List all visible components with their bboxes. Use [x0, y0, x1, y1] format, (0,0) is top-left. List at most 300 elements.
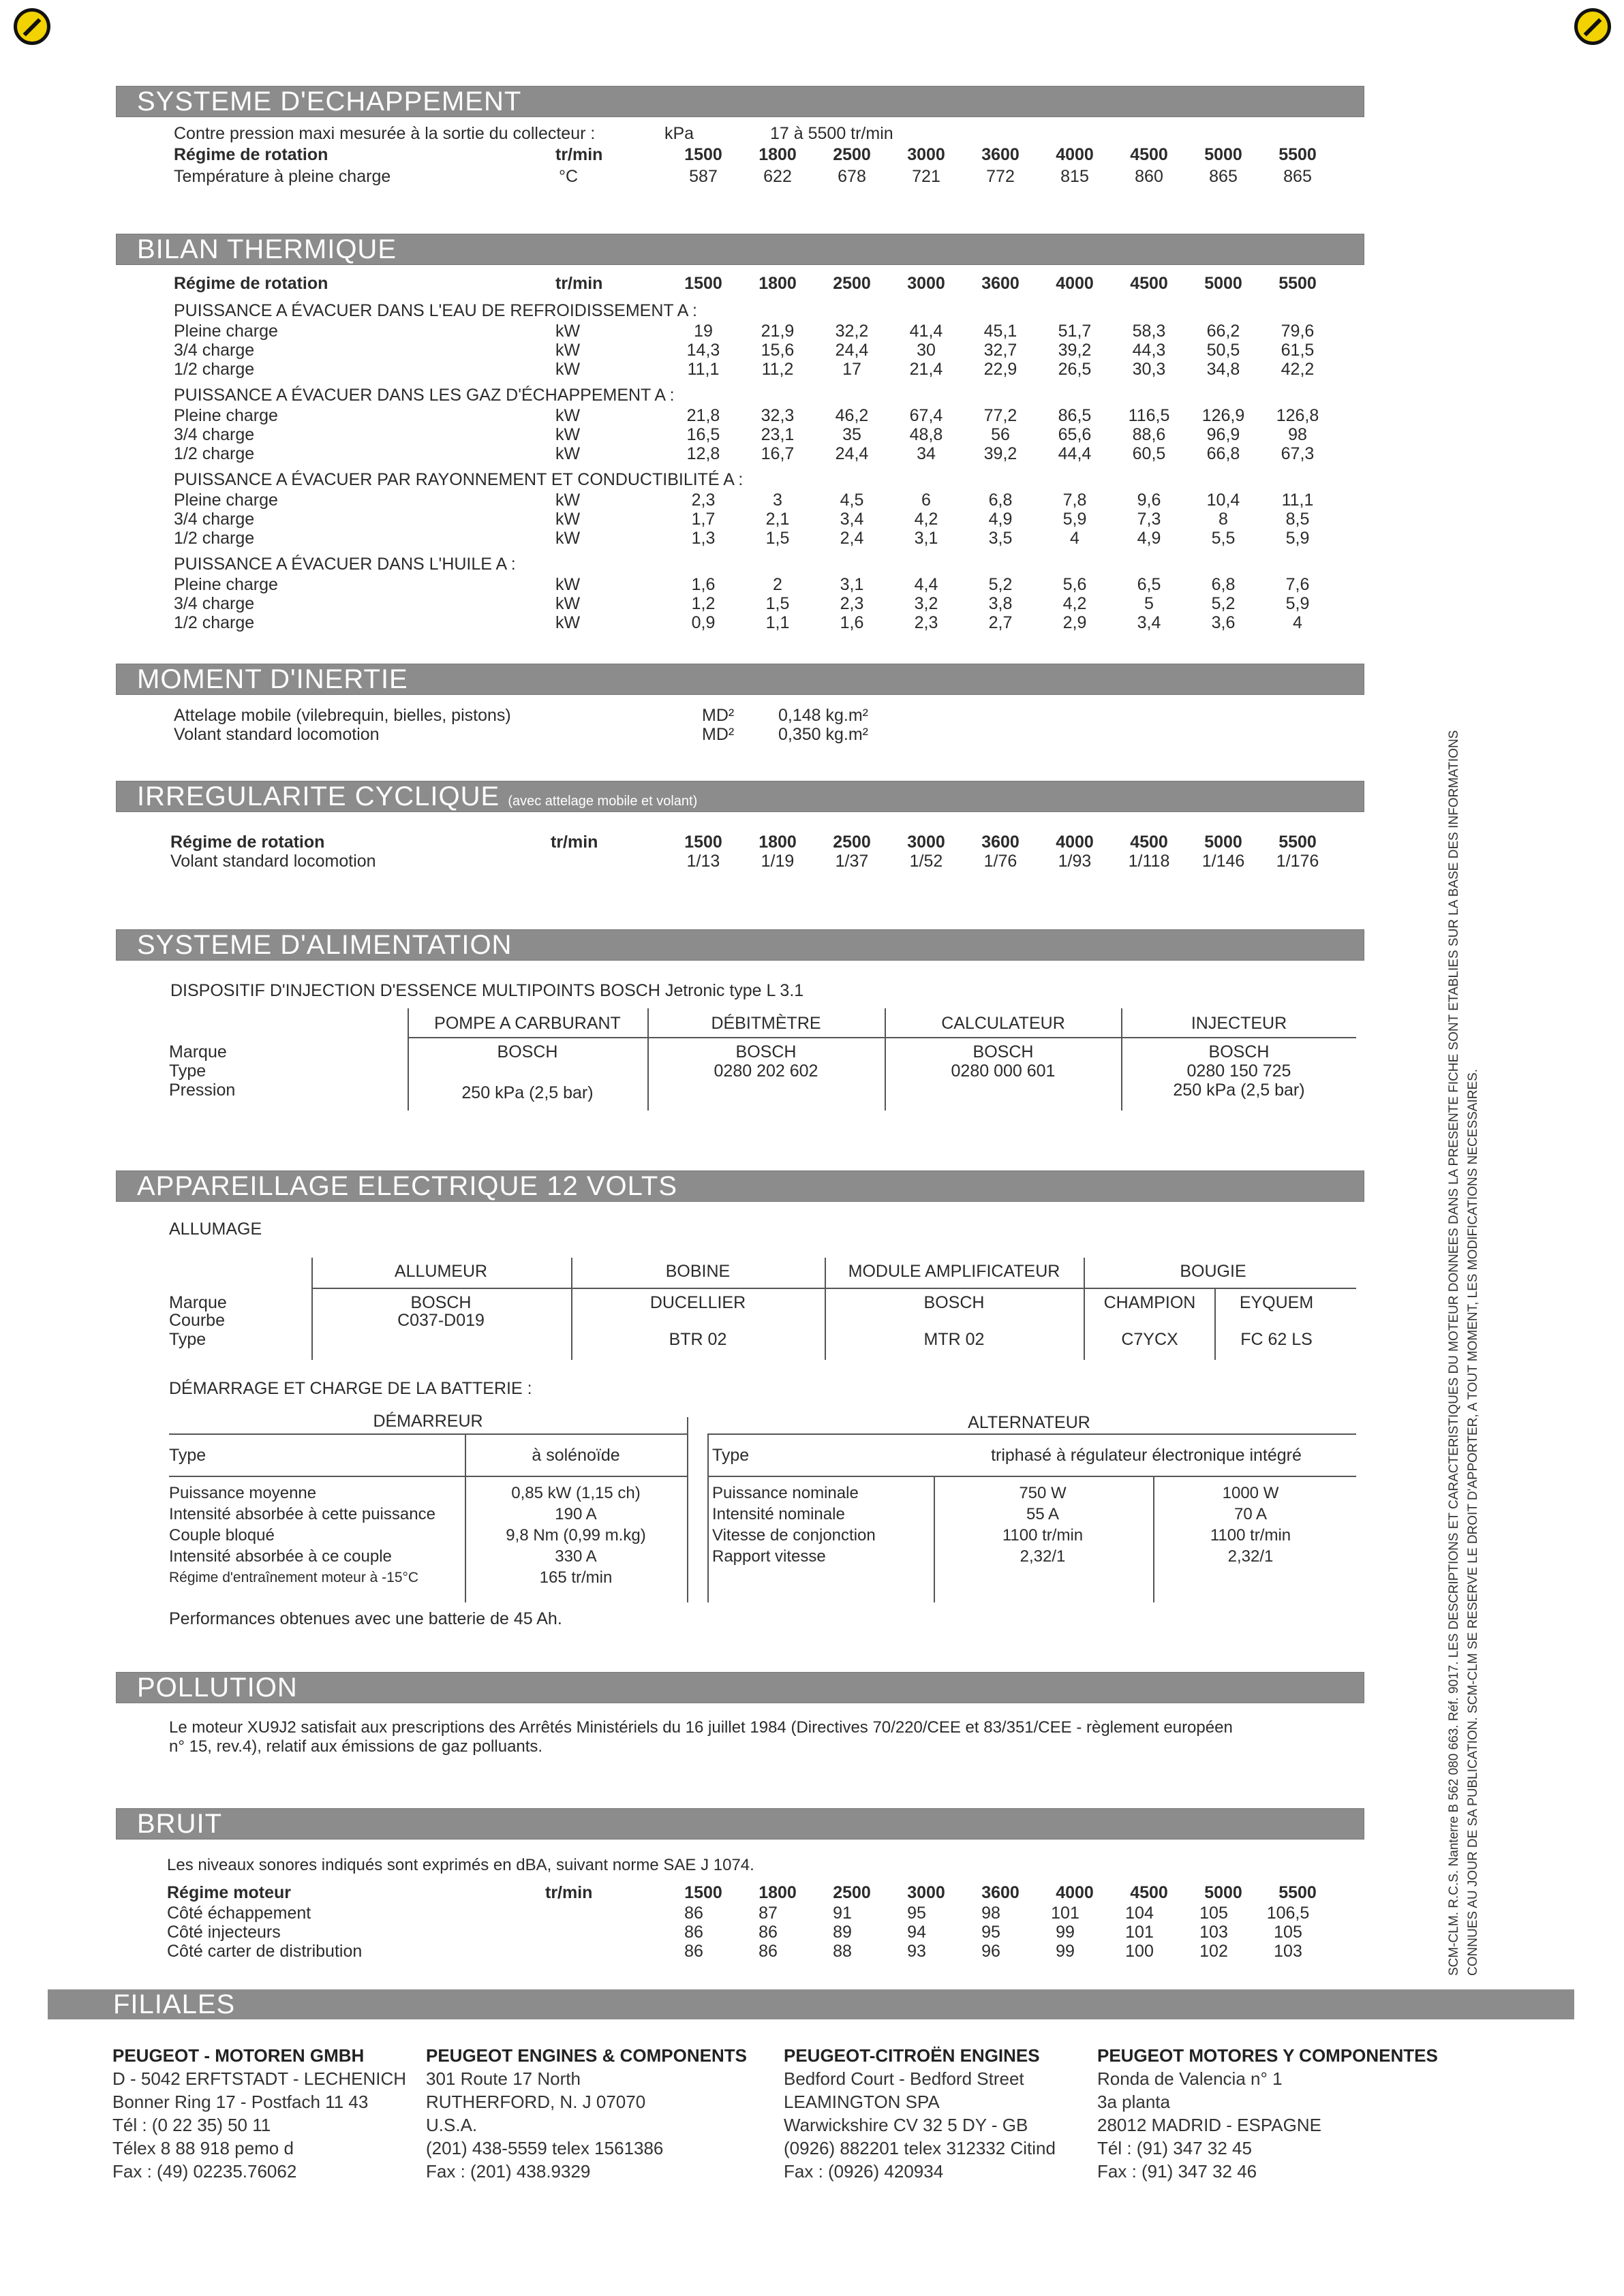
bilan-value: 1,6	[840, 613, 864, 632]
table-divider	[825, 1258, 826, 1360]
speed-value: 1500	[684, 1883, 722, 1902]
alim-marque: BOSCH	[972, 1042, 1034, 1061]
irregularite-value: 1/118	[1128, 852, 1170, 871]
regime-label: Régime de rotation	[174, 145, 328, 164]
bilan-value: 86,5	[1058, 406, 1092, 425]
side-note-line: SCM-CLM. R.C.S. Nanterre B 562 080 663. Réf. 9017. LES DESCRIPTIONS ET CARACTERISTIQUES DU MOTEUR DONNEES DANS LA PRESENTE FICHE SONT ETABLIES SUR LA BASE DES INFORMATIONS	[1447, 730, 1461, 1976]
table-divider	[1084, 1258, 1085, 1360]
allumage-title: ALLUMAGE	[169, 1220, 262, 1239]
table-divider	[687, 1417, 688, 1602]
section-header-electrique	[116, 1170, 1364, 1202]
bilan-value: 19	[694, 322, 713, 341]
table-rule	[409, 1037, 1356, 1038]
bilan-value: 5,2	[1211, 594, 1236, 613]
filiale-name: PEUGEOT MOTORES Y COMPONENTES	[1097, 2045, 1438, 2066]
irregularite-value: 1/76	[983, 852, 1017, 871]
temp-unit: °C	[559, 167, 579, 186]
side-legal-note	[1445, 477, 1483, 1976]
bilan-value: 48,8	[909, 425, 943, 444]
bruit-value: 94	[907, 1923, 926, 1942]
bilan-value: 4	[1293, 613, 1302, 632]
filiale-address: 301 Route 17 North RUTHERFORD, N. J 07070 U.S.A. (201) 438-5559 telex 1561386 Fax : (201) 438.9329	[426, 2068, 664, 2182]
bruit-row-label: Côté carter de distribution	[167, 1942, 363, 1961]
bougie-header: BOUGIE	[1180, 1262, 1246, 1281]
bilan-value: 30,3	[1132, 360, 1166, 379]
demarreur-row-label: Puissance moyenne	[169, 1484, 317, 1502]
speed-header-row	[0, 145, 1624, 164]
bilan-unit: kW	[555, 529, 581, 548]
temp-value: 772	[986, 167, 1015, 186]
bilan-unit: kW	[555, 575, 581, 594]
bilan-unit: kW	[555, 613, 581, 632]
inertie-label: Volant standard locomotion	[174, 725, 380, 744]
bilan-value: 2,3	[691, 491, 716, 510]
bilan-value: 1,2	[691, 594, 716, 613]
filiale-address: D - 5042 ERFTSTADT - LECHENICH Bonner Ring 17 - Postfach 11 43 Tél : (0 22 35) 50 11 Télex 8 88 918 pemo d Fax : (49) 02235.76062	[112, 2068, 407, 2182]
regime-label: Régime de rotation	[174, 274, 328, 293]
table-rule	[169, 1433, 687, 1435]
alim-marque: BOSCH	[735, 1042, 797, 1061]
table-divider	[885, 1008, 886, 1111]
bilan-value: 3,6	[1211, 613, 1236, 632]
bilan-unit: kW	[555, 491, 581, 510]
bruit-value: 99	[1056, 1942, 1075, 1961]
inertie-unit: MD²	[702, 725, 735, 744]
regime-unit: tr/min	[555, 274, 603, 293]
speed-value: 3000	[907, 145, 945, 164]
irregularite-value: 1/176	[1276, 852, 1319, 871]
bilan-value: 35	[842, 425, 861, 444]
demarreur-row-label: Intensité absorbée à cette puissance	[169, 1505, 435, 1523]
speed-value: 2500	[833, 1883, 871, 1902]
filiale-name: PEUGEOT ENGINES & COMPONENTS	[426, 2045, 747, 2066]
bilan-value: 32,3	[761, 406, 795, 425]
speed-value: 2500	[833, 833, 871, 852]
bilan-value: 9,6	[1137, 491, 1161, 510]
bilan-row-label: Pleine charge	[174, 491, 278, 510]
bilan-value: 5,9	[1285, 529, 1310, 548]
irregularite-value: 1/52	[909, 852, 943, 871]
bruit-value: 88	[833, 1942, 852, 1961]
bilan-value: 17	[842, 360, 861, 379]
bruit-value: 103	[1199, 1923, 1228, 1942]
speed-value: 5500	[1278, 274, 1317, 293]
bilan-value: 32,2	[835, 322, 869, 341]
allumage-column-header: BOBINE	[665, 1262, 731, 1281]
bilan-unit: kW	[555, 594, 581, 613]
speed-value: 4500	[1130, 145, 1168, 164]
bruit-value: 96	[981, 1942, 1000, 1961]
bilan-row-label: Pleine charge	[174, 406, 278, 425]
bilan-value: 15,6	[761, 341, 795, 360]
temp-value: 865	[1209, 167, 1238, 186]
temp-value: 865	[1283, 167, 1312, 186]
allumage-marque: DUCELLIER	[649, 1293, 746, 1312]
bilan-value: 3,1	[914, 529, 938, 548]
bruit-value: 102	[1199, 1942, 1228, 1961]
bilan-value: 98	[1288, 425, 1307, 444]
speed-value: 3600	[981, 274, 1020, 293]
alternateur-value: 55 A	[1026, 1505, 1060, 1523]
alim-column-header: POMPE A CARBURANT	[434, 1014, 621, 1033]
demarreur-row-label: Intensité absorbée à ce couple	[169, 1547, 392, 1566]
bruit-value: 100	[1125, 1942, 1154, 1961]
table-divider	[934, 1476, 935, 1602]
section-header-pollution	[116, 1672, 1364, 1703]
bilan-value: 3	[773, 491, 782, 510]
speed-value: 5000	[1204, 145, 1242, 164]
bilan-value: 24,4	[835, 444, 869, 463]
irregularite-value: 1/37	[835, 852, 869, 871]
bilan-value: 8,5	[1285, 510, 1310, 529]
speed-header-row	[0, 274, 1624, 293]
bilan-value: 23,1	[761, 425, 795, 444]
section-title: APPAREILLAGE ELECTRIQUE 12 VOLTS	[137, 1171, 678, 1201]
bilan-unit: kW	[555, 322, 581, 341]
alternateur-type-label: Type	[712, 1446, 750, 1465]
allumage-courbe: C037-D019	[397, 1311, 485, 1330]
bilan-value: 7,6	[1285, 575, 1310, 594]
bilan-value: 32,7	[983, 341, 1017, 360]
bruit-value: 91	[833, 1904, 852, 1923]
bilan-value: 5	[1144, 594, 1154, 613]
bruit-value: 98	[981, 1904, 1000, 1923]
bruit-row-label: Côté injecteurs	[167, 1923, 281, 1942]
inertie-unit: MD²	[702, 706, 735, 725]
elec-row-label: Marque	[169, 1293, 227, 1312]
section-header-alimentation	[116, 929, 1364, 961]
pressure-label: Contre pression maxi mesurée à la sortie du collecteur :	[174, 124, 596, 143]
bilan-value: 2,1	[765, 510, 790, 529]
table-rule	[709, 1433, 1356, 1435]
speed-value: 1800	[759, 145, 797, 164]
speed-value: 3600	[981, 145, 1020, 164]
table-rule	[312, 1288, 1356, 1289]
speed-value: 3000	[907, 274, 945, 293]
alternateur-value: 70 A	[1234, 1505, 1268, 1523]
demarreur-row-label: Régime d'entraînement moteur à -15°C	[169, 1570, 419, 1585]
bilan-value: 65,6	[1058, 425, 1092, 444]
bruit-value: 89	[833, 1923, 852, 1942]
temp-value: 622	[763, 167, 792, 186]
section-header-filiales	[48, 1989, 1574, 2019]
bilan-row-label: 1/2 charge	[174, 444, 255, 463]
alim-type: 0280 202 602	[714, 1061, 818, 1081]
bruit-value: 104	[1125, 1904, 1154, 1923]
speed-value: 3600	[981, 833, 1020, 852]
bilan-value: 44,3	[1132, 341, 1166, 360]
bougie-type: C7YCX	[1121, 1330, 1178, 1349]
bilan-value: 44,4	[1058, 444, 1092, 463]
elec-row-label: Courbe	[169, 1311, 225, 1330]
alim-column-header: INJECTEUR	[1191, 1014, 1287, 1033]
bilan-value: 42,2	[1281, 360, 1315, 379]
section-title: FILIALES	[113, 1989, 236, 2019]
speed-value: 4500	[1130, 833, 1168, 852]
section-header-bilan	[116, 234, 1364, 265]
bilan-value: 12,8	[686, 444, 720, 463]
bilan-value: 7,8	[1062, 491, 1087, 510]
table-divider	[647, 1008, 649, 1111]
demarreur-row-value: 330 A	[555, 1547, 597, 1566]
alternateur-header: ALTERNATEUR	[968, 1413, 1090, 1432]
section-header-bruit	[116, 1808, 1364, 1840]
bilan-value: 77,2	[983, 406, 1017, 425]
bilan-value: 2,3	[840, 594, 864, 613]
speed-value: 1500	[684, 274, 722, 293]
allumage-column-header: MODULE AMPLIFICATEUR	[848, 1262, 1060, 1281]
section-title-main: IRREGULARITE CYCLIQUE	[137, 781, 500, 811]
bruit-value: 106,5	[1266, 1904, 1310, 1923]
bilan-row-label: 3/4 charge	[174, 425, 255, 444]
section-title: BILAN THERMIQUE	[137, 234, 397, 264]
section-header-echappement	[116, 86, 1364, 117]
alim-row-label: Type	[169, 1061, 206, 1081]
bilan-value: 4	[1070, 529, 1079, 548]
bilan-value: 3,2	[914, 594, 938, 613]
side-note-line: CONNUES AU JOUR DE SA PUBLICATION. SCM-CLM SE RESERVE LE DROIT D'APPORTER, A TOUT MOMENT, LES MODIFICATIONS NECESSAIRES.	[1466, 1068, 1480, 1976]
bruit-value: 103	[1274, 1942, 1302, 1961]
bilan-value: 5,9	[1285, 594, 1310, 613]
bruit-value: 86	[684, 1942, 703, 1961]
speed-value: 5000	[1204, 1883, 1242, 1902]
bilan-row-label: 3/4 charge	[174, 594, 255, 613]
irregularite-value: 1/19	[761, 852, 795, 871]
demarreur-row-value: 0,85 kW (1,15 ch)	[511, 1484, 641, 1502]
bilan-value: 3,4	[840, 510, 864, 529]
bruit-value: 99	[1056, 1923, 1075, 1942]
demarreur-row-value: 165 tr/min	[539, 1568, 613, 1587]
demarreur-row-label: Couple bloqué	[169, 1526, 275, 1545]
bilan-value: 96,9	[1206, 425, 1240, 444]
pressure-value: 17 à 5500 tr/min	[770, 124, 893, 143]
bilan-value: 3,1	[840, 575, 864, 594]
filiale-entry	[426, 2044, 747, 2183]
bilan-value: 5,6	[1062, 575, 1087, 594]
bilan-value: 4,9	[1137, 529, 1161, 548]
speed-value: 4000	[1056, 274, 1094, 293]
bilan-value: 4,2	[1062, 594, 1087, 613]
section-title: MOMENT D'INERTIE	[137, 664, 408, 694]
bilan-value: 5,5	[1211, 529, 1236, 548]
bilan-value: 16,7	[761, 444, 795, 463]
bilan-value: 88,6	[1132, 425, 1166, 444]
bilan-value: 30	[917, 341, 936, 360]
bruit-value: 101	[1125, 1923, 1154, 1942]
alim-type: 0280 150 725	[1186, 1061, 1291, 1081]
bilan-value: 1,3	[691, 529, 716, 548]
bruit-value: 86	[759, 1923, 778, 1942]
table-divider	[1153, 1476, 1154, 1602]
bilan-value: 3,8	[988, 594, 1013, 613]
bilan-group-title: PUISSANCE A ÉVACUER DANS L'EAU DE REFROIDISSEMENT A :	[174, 301, 697, 320]
bruit-value: 93	[907, 1942, 926, 1961]
bilan-row-label: Pleine charge	[174, 322, 278, 341]
alternateur-value: 2,32/1	[1227, 1547, 1274, 1566]
alternateur-row-label: Rapport vitesse	[712, 1547, 826, 1566]
table-rule	[709, 1476, 1356, 1477]
speed-value: 5500	[1278, 1883, 1317, 1902]
alternateur-value: 1100 tr/min	[1002, 1526, 1084, 1545]
bilan-value: 11,1	[687, 360, 720, 379]
bilan-value: 8	[1219, 510, 1228, 529]
bilan-row-label: 1/2 charge	[174, 529, 255, 548]
bilan-unit: kW	[555, 360, 581, 379]
bilan-row-label: Pleine charge	[174, 575, 278, 594]
bilan-value: 1,5	[765, 529, 790, 548]
no-entry-icon	[14, 8, 50, 45]
regime-unit: tr/min	[555, 145, 603, 164]
alim-marque: BOSCH	[1208, 1042, 1270, 1061]
bilan-value: 14,3	[686, 341, 720, 360]
speed-value: 5500	[1278, 145, 1317, 164]
bilan-value: 7,3	[1137, 510, 1161, 529]
bougie-marque: CHAMPION	[1103, 1293, 1196, 1312]
allumage-column-header: ALLUMEUR	[394, 1262, 488, 1281]
bilan-group-title: PUISSANCE A ÉVACUER PAR RAYONNEMENT ET CONDUCTIBILITÉ A :	[174, 470, 744, 489]
bilan-value: 4,9	[988, 510, 1013, 529]
bilan-row-label: 1/2 charge	[174, 360, 255, 379]
alim-row-label: Pression	[169, 1081, 236, 1100]
alim-pression: 250 kPa (2,5 bar)	[1173, 1081, 1305, 1100]
section-title: SYSTEME D'ALIMENTATION	[137, 930, 512, 960]
speed-value: 4500	[1130, 1883, 1168, 1902]
table-divider	[707, 1433, 709, 1602]
temp-value: 678	[838, 167, 866, 186]
bruit-value: 86	[759, 1942, 778, 1961]
alim-column-header: DÉBITMÈTRE	[711, 1014, 821, 1033]
no-entry-icon	[1574, 8, 1611, 45]
bilan-unit: kW	[555, 406, 581, 425]
bilan-value: 6,8	[988, 491, 1013, 510]
regime-unit: tr/min	[545, 1883, 593, 1902]
speed-value: 5000	[1204, 833, 1242, 852]
pollution-text: Le moteur XU9J2 satisfait aux prescriptions des Arrêtés Ministériels du 16 juillet 1984 (Directives 70/220/CEE et 83/351/CEE - règlement européen	[169, 1718, 1233, 1737]
bruit-intro: Les niveaux sonores indiqués sont exprimés en dBA, suivant norme SAE J 1074.	[167, 1856, 754, 1874]
bilan-value: 21,4	[909, 360, 943, 379]
filiale-address: Bedford Court - Bedford Street LEAMINGTON SPA Warwickshire CV 32 5 DY - GB (0926) 882201 telex 312332 Citind Fax : (0926) 420934	[784, 2068, 1056, 2182]
temp-value: 860	[1135, 167, 1163, 186]
section-title	[137, 781, 697, 816]
bilan-value: 0,9	[691, 613, 716, 632]
bilan-group-title: PUISSANCE A ÉVACUER DANS L'HUILE A :	[174, 555, 516, 574]
section-header-inertie	[116, 664, 1364, 695]
bilan-unit: kW	[555, 444, 581, 463]
bilan-value: 116,5	[1128, 406, 1170, 425]
bilan-value: 21,9	[761, 322, 795, 341]
bilan-unit: kW	[555, 341, 581, 360]
filiale-entry	[1097, 2044, 1438, 2183]
temp-value: 721	[912, 167, 940, 186]
bruit-value: 105	[1274, 1923, 1302, 1942]
bilan-value: 21,8	[686, 406, 720, 425]
irregularite-value: 1/93	[1058, 852, 1092, 871]
bilan-value: 126,8	[1276, 406, 1319, 425]
speed-value: 3600	[981, 1883, 1020, 1902]
speed-header-row	[0, 833, 1624, 852]
filiale-name: PEUGEOT-CITROËN ENGINES	[784, 2045, 1040, 2066]
speed-value: 3000	[907, 833, 945, 852]
irregularite-row-label: Volant standard locomotion	[170, 852, 376, 871]
bilan-value: 34	[917, 444, 936, 463]
temp-value: 815	[1060, 167, 1089, 186]
pollution-text: n° 15, rev.4), relatif aux émissions de gaz polluants.	[169, 1737, 543, 1756]
filiale-entry	[784, 2044, 1056, 2183]
section-title: POLLUTION	[137, 1673, 298, 1703]
bilan-value: 58,3	[1132, 322, 1166, 341]
regime-label: Régime de rotation	[170, 833, 325, 852]
temp-label: Température à pleine charge	[174, 167, 391, 186]
bilan-value: 1,7	[691, 510, 716, 529]
alternateur-value: 1000 W	[1222, 1484, 1279, 1502]
alim-marque: BOSCH	[497, 1042, 558, 1061]
bilan-value: 61,5	[1281, 341, 1315, 360]
demarreur-type-value: à solénoïde	[532, 1446, 620, 1465]
alternateur-value: 750 W	[1019, 1484, 1067, 1502]
bilan-value: 2,7	[988, 613, 1013, 632]
battery-note: Performances obtenues avec une batterie de 45 Ah.	[169, 1609, 562, 1628]
regime-label: Régime moteur	[167, 1883, 291, 1902]
bilan-value: 67,3	[1281, 444, 1315, 463]
speed-value: 4000	[1056, 833, 1094, 852]
bilan-value: 26,5	[1058, 360, 1092, 379]
speed-value: 1800	[759, 274, 797, 293]
inertie-label: Attelage mobile (vilebrequin, bielles, pistons)	[174, 706, 511, 725]
bilan-value: 56	[991, 425, 1010, 444]
table-divider	[465, 1433, 466, 1602]
bilan-value: 2,3	[914, 613, 938, 632]
bruit-value: 101	[1051, 1904, 1079, 1923]
alim-type: 0280 000 601	[951, 1061, 1056, 1081]
bilan-value: 60,5	[1132, 444, 1166, 463]
speed-value: 2500	[833, 274, 871, 293]
bilan-value: 1,6	[691, 575, 716, 594]
bilan-value: 4,4	[914, 575, 938, 594]
bougie-type: FC 62 LS	[1240, 1330, 1313, 1349]
bilan-value: 50,5	[1206, 341, 1240, 360]
bruit-value: 86	[684, 1904, 703, 1923]
speed-value: 1500	[684, 145, 722, 164]
demarreur-header: DÉMARREUR	[373, 1412, 483, 1431]
inertie-value: 0,350 kg.m²	[778, 725, 869, 744]
allumage-type: BTR 02	[669, 1330, 727, 1349]
bilan-value: 3,5	[988, 529, 1013, 548]
bilan-row-label: 3/4 charge	[174, 510, 255, 529]
allumage-type: MTR 02	[923, 1330, 985, 1349]
bilan-value: 126,9	[1201, 406, 1245, 425]
speed-value: 2500	[833, 145, 871, 164]
bilan-value: 45,1	[983, 322, 1017, 341]
bilan-value: 24,4	[835, 341, 869, 360]
demarreur-row-value: 190 A	[555, 1505, 597, 1523]
filiale-name: PEUGEOT - MOTOREN GMBH	[112, 2045, 365, 2066]
section-title: BRUIT	[137, 1809, 222, 1839]
alternateur-value: 1100 tr/min	[1210, 1526, 1291, 1545]
bilan-row-label: 3/4 charge	[174, 341, 255, 360]
bilan-value: 79,6	[1281, 322, 1315, 341]
demarrage-title: DÉMARRAGE ET CHARGE DE LA BATTERIE :	[169, 1379, 532, 1398]
temp-values-row	[0, 167, 1624, 186]
temp-value: 587	[689, 167, 718, 186]
bilan-group-title: PUISSANCE A ÉVACUER DANS LES GAZ D'ÉCHAPPEMENT A :	[174, 386, 675, 405]
filiale-entry	[112, 2044, 406, 2183]
alim-row-label: Marque	[169, 1042, 227, 1061]
bilan-unit: kW	[555, 425, 581, 444]
bilan-value: 3,4	[1137, 613, 1161, 632]
bilan-value: 11,1	[1281, 491, 1314, 510]
allumage-marque: BOSCH	[410, 1293, 472, 1312]
bilan-value: 41,4	[909, 322, 943, 341]
